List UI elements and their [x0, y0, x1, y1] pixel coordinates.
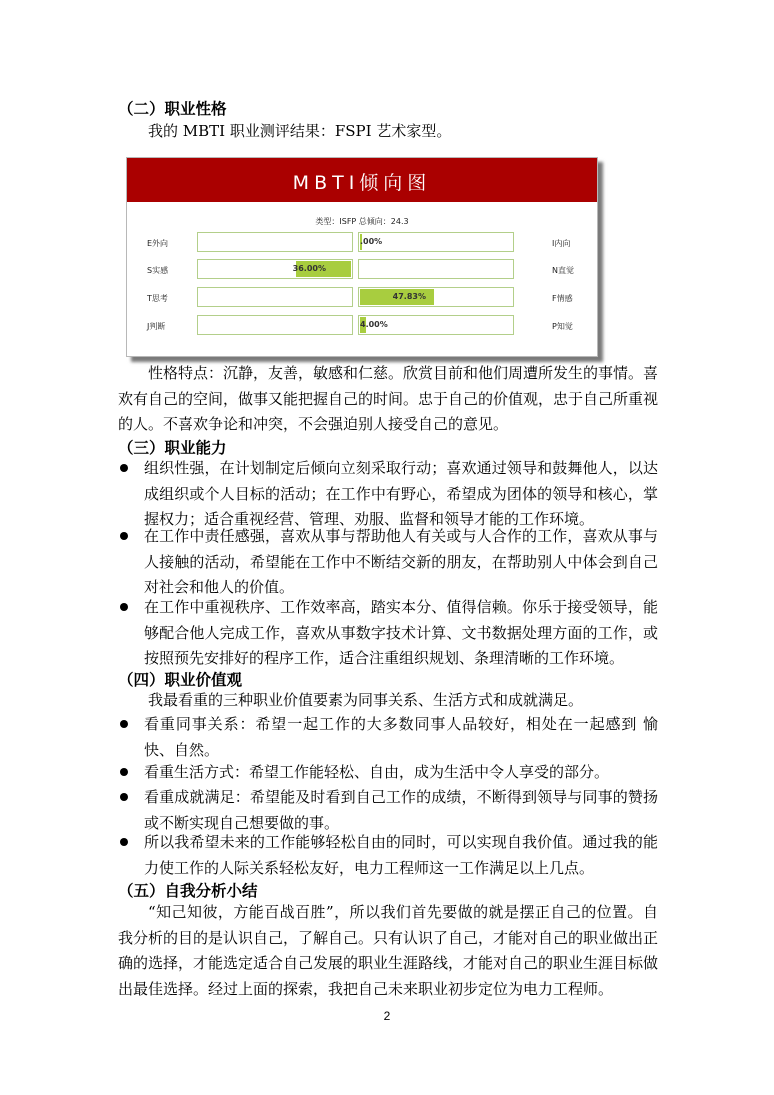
chart-bar-track: [197, 315, 353, 335]
mbti-result-text: 我的 MBTI 职业测评结果：FSPI 艺术家型。: [148, 122, 452, 140]
chart-left-label: S实感: [147, 266, 169, 275]
section-heading-personality: （二）职业性格: [118, 100, 227, 118]
bullet-icon: [120, 768, 128, 776]
section-heading-summary: （五）自我分析小结: [118, 882, 258, 900]
bullet-icon: [120, 464, 128, 472]
chart-data-label: 47.83%: [392, 292, 426, 301]
chart-subtitle: 类型：ISFP 总倾向：24.3: [315, 217, 409, 226]
chart-bar-track: [358, 259, 514, 279]
chart-left-label: E外向: [147, 239, 169, 248]
list-item-text: 看重成就满足：希望能及时看到自己工作的成绩，不断得到领导与同事的赞扬或不断实现自己想要做的事。: [144, 788, 658, 832]
chart-right-label: F情感: [552, 294, 573, 303]
chart-bar-track: [358, 315, 514, 335]
list-item-text: 看重生活方式：希望工作能轻松、自由，成为生活中令人享受的部分。: [144, 763, 610, 781]
chart-title: MBTI倾向图: [292, 172, 432, 194]
mbti-chart: [126, 157, 598, 357]
chart-bar-track: [197, 259, 353, 279]
chart-left-label: J判断: [147, 322, 166, 331]
chart-right-label: I内向: [552, 239, 571, 248]
page-number: 2: [383, 1009, 391, 1023]
chart-right-label: N直觉: [552, 266, 574, 275]
list-item-text: 在工作中重视秩序、工作效率高，踏实本分、值得信赖。你乐于接受领导，能够配合他人完成工作，喜欢从事数字技术计算、文书数据处理方面的工作，或按照预先安排好的程序工作，适合注重组织规划、条理清晰的工作环境。: [144, 598, 658, 667]
chart-bar-track: [197, 287, 353, 307]
chart-data-label: 36.00%: [292, 264, 326, 273]
list-item-text: 在工作中责任感强，喜欢从事与帮助他人有关或与人合作的工作，喜欢从事与人接触的活动，希望能在工作中不断结交新的朋友，在帮助别人中体会到自己对社会和他人的价值。: [144, 527, 658, 596]
chart-bar-track: [197, 232, 353, 252]
personality-traits-paragraph: 性格特点：沉静，友善，敏感和仁慈。欣赏目前和他们周遭所发生的事情。喜欢有自己的空间，做事又能把握自己的时间。忠于自己的价值观，忠于自己所重视的人。不喜欢争论和冲突，不会强迫别人接受自己的意见。: [118, 364, 659, 433]
chart-data-label: 4.00%: [360, 320, 388, 329]
chart-bar-track: [358, 232, 514, 252]
list-item-text: 组织性强，在计划制定后倾向立刻采取行动；喜欢通过领导和鼓舞他人，以达成组织或个人目标的活动；在工作中有野心，希望成为团体的领导和核心，掌握权力；适合重视经营、管理、劝服、监督和领导才能的工作环境。: [144, 459, 658, 528]
values-intro: 我最看重的三种职业价值要素为同事关系、生活方式和成就满足。: [148, 691, 584, 709]
bullet-icon: [120, 838, 128, 846]
list-item-text: 看重同事关系：希望一起工作的大多数同事人品较好，相处在一起感到 愉快、自然。: [144, 715, 658, 759]
bullet-icon: [120, 793, 128, 801]
bullet-icon: [120, 720, 128, 728]
chart-banner: [127, 158, 597, 202]
list-item-text: 所以我希望未来的工作能够轻松自由的同时，可以实现自我价值。通过我的能力使工作的人际关系轻松友好，电力工程师这一工作满足以上几点。: [144, 833, 658, 877]
chart-data-label: .00%: [360, 237, 383, 246]
chart-left-label: T思考: [147, 294, 168, 303]
bullet-icon: [120, 532, 128, 540]
chart-right-label: P知觉: [552, 322, 573, 331]
summary-paragraph: “知己知彼，方能百战百胜”，所以我们首先要做的就是摆正自己的位置。自我分析的目的是认识自己，了解自己。只有认识了自己，才能对自己的职业做出正确的选择，才能选定适合自己发展的职业生涯路线，才能对自己的职业生涯目标做出最佳选择。经过上面的探索，我把自己未来职业初步定位为电力工程师。: [118, 903, 659, 998]
bullet-icon: [120, 603, 128, 611]
chart-bar-track: [358, 287, 514, 307]
section-heading-ability: （三）职业能力: [118, 439, 227, 457]
section-heading-values: （四）职业价值观: [118, 671, 243, 689]
